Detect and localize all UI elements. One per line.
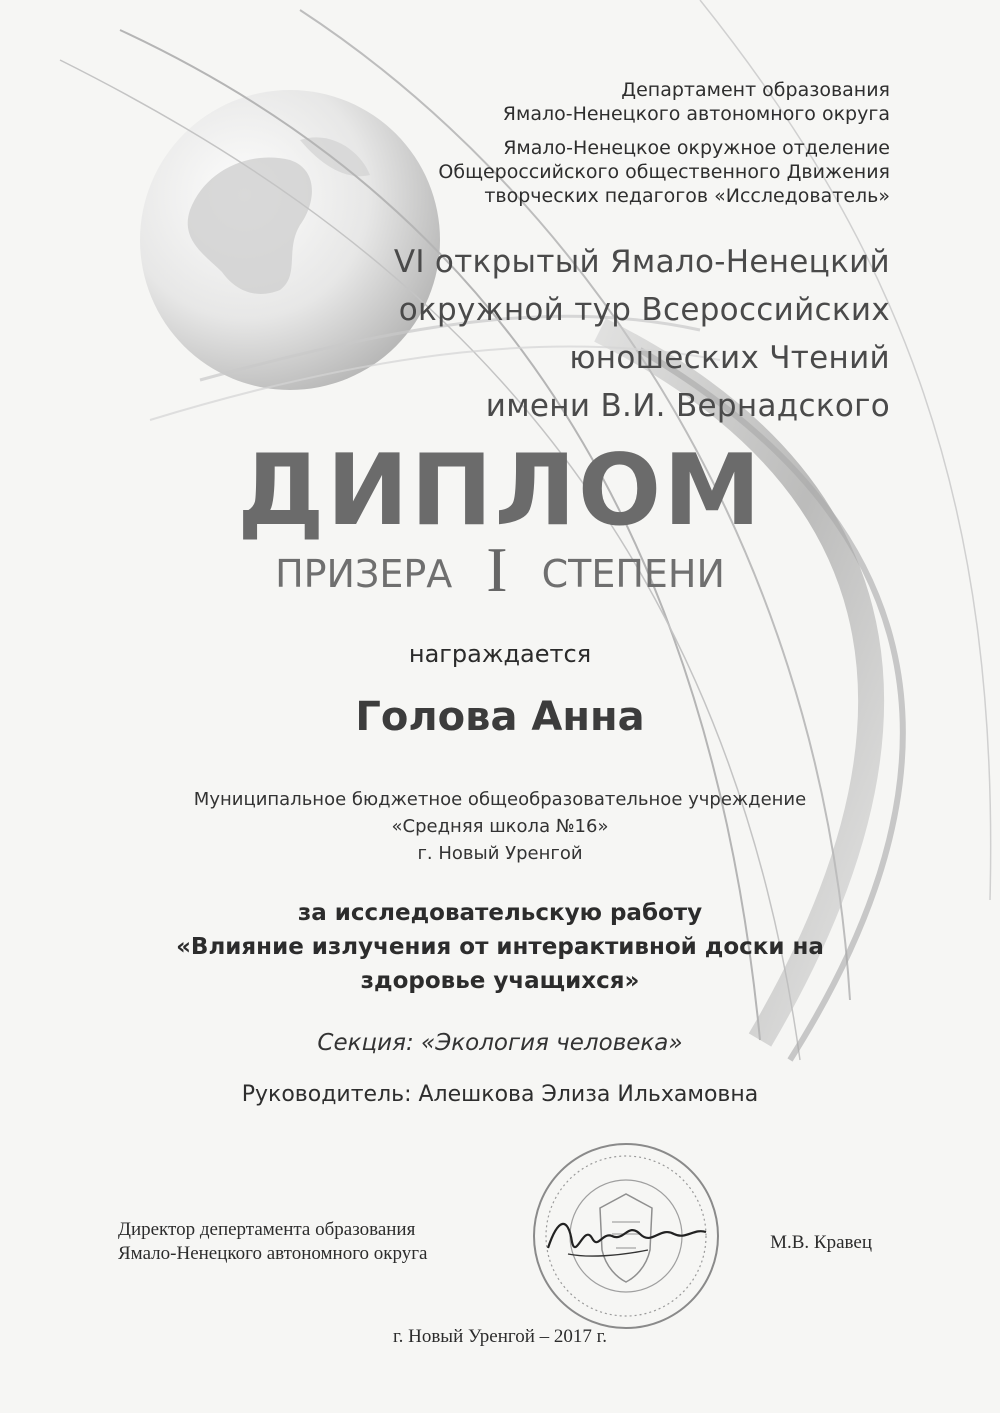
branch-name-line2: Общероссийского общественного Движения [438,161,890,183]
department-name-line1: Департамент образования [621,79,890,101]
director-position-line1: Директор депертамента образования [118,1219,416,1240]
recipient-name: Голова Анна [355,694,645,740]
director-position [118,1218,428,1266]
event-title-line4: имени В.И. Вернадского [485,388,890,424]
degree-prefix: ПРИЗЕРА [275,552,453,596]
branch-name-line3: творческих педагогов «Исследователь» [484,185,890,207]
degree-numeral: I [486,534,508,605]
diploma-title: ДИПЛОМ [237,434,763,548]
organizations-block [270,78,890,208]
school-line3: г. Новый Уренгой [417,843,583,864]
work-line2: «Влияние излучения от интерактивной доски на [176,934,824,960]
department-name-line2: Ямало-Ненецкого автономного округа [502,103,890,125]
research-work-block [0,896,1000,998]
degree-suffix: СТЕПЕНИ [541,552,725,596]
official-seal-stamp [528,1138,724,1334]
section-text: Секция: «Экология человека» [317,1030,683,1056]
event-title-line1: VI открытый Ямало-Ненецкий [393,244,890,280]
event-title [190,238,890,430]
diploma-degree [0,534,1000,605]
school-line1: Муниципальное бюджетное общеобразовательное учреждение [193,789,807,810]
leader-text: Руководитель: Алешкова Элиза Ильхамовна [241,1082,759,1107]
signer-name: М.В. Кравец [770,1232,872,1253]
school-line2: «Средняя школа №16» [391,816,609,837]
work-line3: здоровье учащихся» [360,968,640,994]
work-line1: за исследовательскую работу [297,900,703,926]
school-block [0,786,1000,867]
awarded-label: награждается [408,640,592,668]
signature-scribble [548,1224,706,1248]
branch-name-line1: Ямало-Ненецкое окружное отделение [503,137,890,159]
event-title-line2: окружной тур Всероссийских [398,292,890,328]
footer-place-year: г. Новый Уренгой – 2017 г. [392,1326,608,1347]
event-title-line3: юношеских Чтений [569,340,890,376]
director-position-line2: Ямало-Ненецкого автономного округа [118,1243,428,1264]
